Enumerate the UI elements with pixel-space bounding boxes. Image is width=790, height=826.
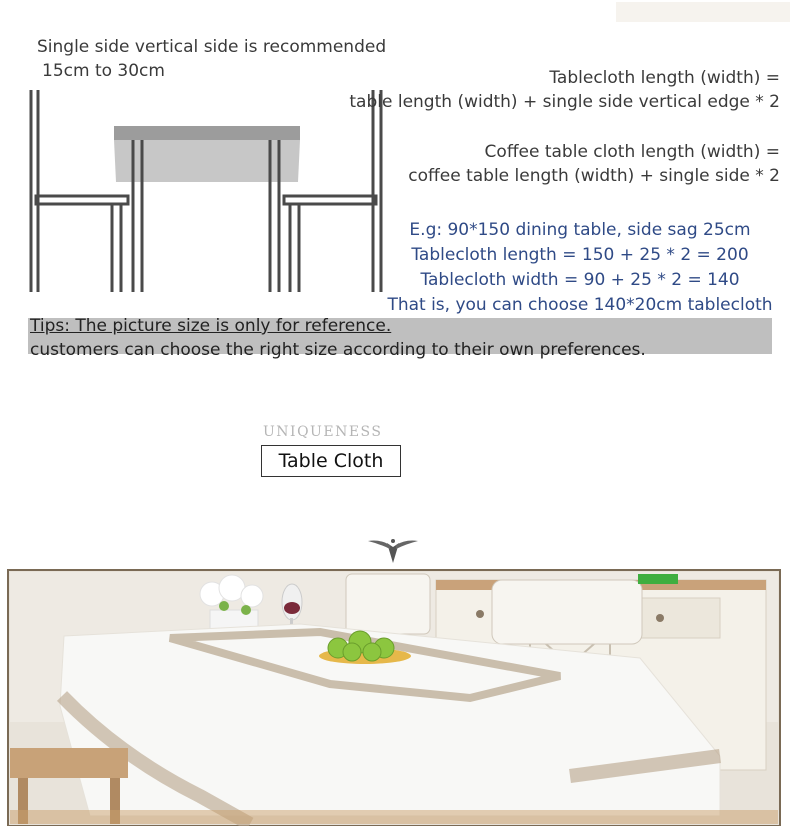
tablecloth-formula-line-2: table length (width) + single side vertical edge * 2 — [349, 92, 780, 112]
example-line-2: Tablecloth length = 150 + 25 * 2 = 200 — [411, 245, 749, 265]
coffee-formula-line-1: Coffee table cloth length (width) = — [484, 142, 780, 162]
example-calculation — [370, 218, 790, 318]
chair-back-left — [346, 574, 430, 634]
coffee-formula-line-2: coffee table length (width) + single side * 2 — [408, 166, 780, 186]
example-line-3: Tablecloth width = 90 + 25 * 2 = 140 — [420, 270, 740, 290]
ornament-icon — [366, 535, 420, 565]
product-photo — [0, 566, 790, 826]
recommendation-text — [37, 35, 386, 83]
recommendation-line-1: Single side vertical side is recommended — [37, 37, 387, 57]
top-decor-strip — [616, 2, 790, 22]
coffee-formula — [408, 140, 780, 188]
example-line-4: That is, you can choose 140*20cm tablecloth — [387, 295, 773, 315]
tablecloth-top — [114, 126, 300, 140]
tablecloth-formula — [349, 66, 780, 114]
example-line-1: E.g: 90*150 dining table, side sag 25cm — [409, 220, 751, 240]
tips-line-2: customers can choose the right size according to their own preferences. — [30, 340, 646, 360]
section-kicker: UNIQUENESS — [263, 424, 383, 440]
tips-line-1: Tips: The picture size is only for reference. — [30, 316, 392, 336]
table-chairs-illustration — [20, 80, 390, 300]
section-title: Table Cloth — [261, 445, 401, 477]
tablecloth-formula-line-1: Tablecloth length (width) = — [549, 68, 780, 88]
recommendation-line-2: 15cm to 30cm — [42, 61, 165, 81]
wooden-stool — [10, 748, 128, 778]
chair-back-right — [492, 580, 642, 644]
